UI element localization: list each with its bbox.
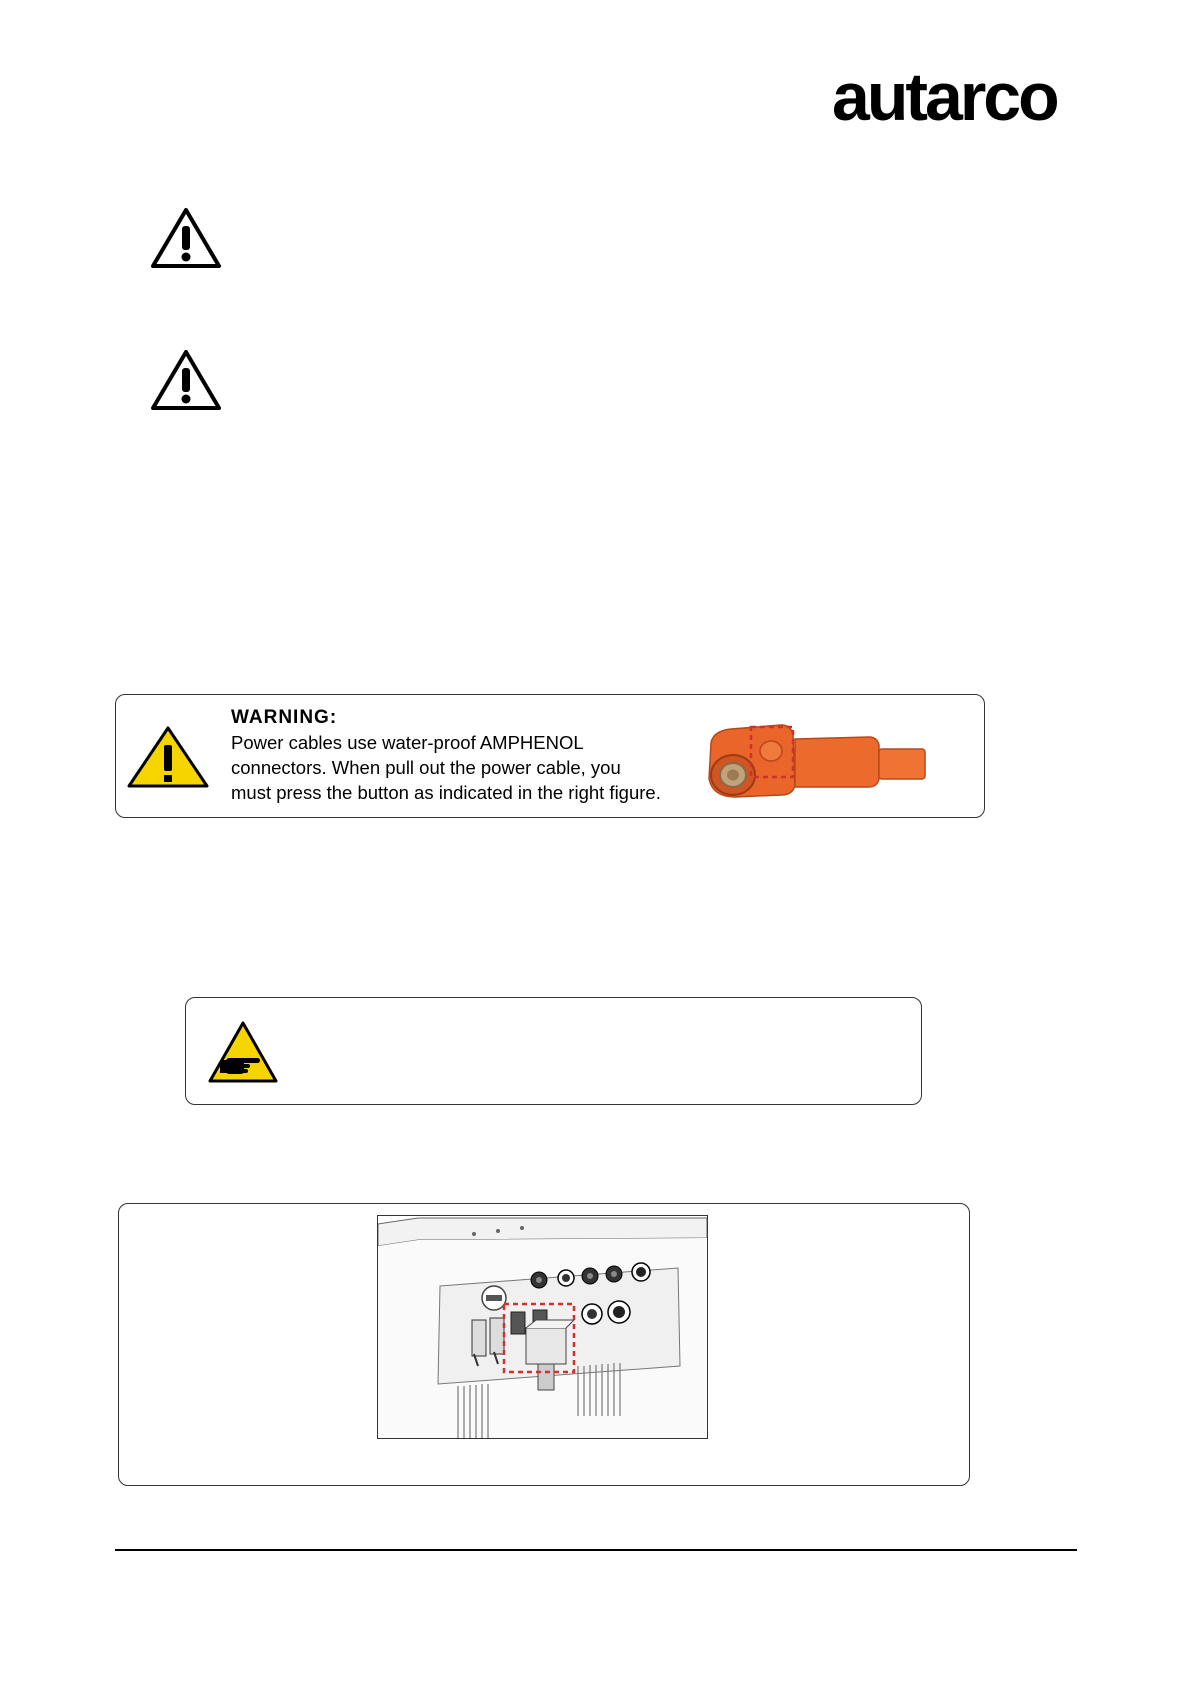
warning-line: must press the button as indicated in the right figure.	[231, 782, 661, 803]
figure-box	[118, 1203, 970, 1486]
warning-line: connectors. When pull out the power cable, you	[231, 757, 621, 778]
amphenol-connector-image	[699, 713, 939, 803]
brand-logo-text: autarco	[832, 62, 1057, 134]
footer-divider	[115, 1549, 1077, 1551]
brand-logo	[832, 62, 1082, 134]
warning-text	[231, 706, 701, 805]
warning-title: WARNING:	[231, 707, 338, 728]
caution-triangle-icon	[150, 348, 222, 412]
warning-triangle-icon	[127, 725, 209, 789]
note-box	[185, 997, 922, 1105]
warning-line: Power cables use water-proof AMPHENOL	[231, 732, 584, 753]
warning-box	[115, 694, 985, 818]
caution-triangle-icon	[150, 206, 222, 270]
pointing-hand-icon	[208, 1020, 278, 1084]
inverter-connection-figure	[377, 1215, 708, 1439]
